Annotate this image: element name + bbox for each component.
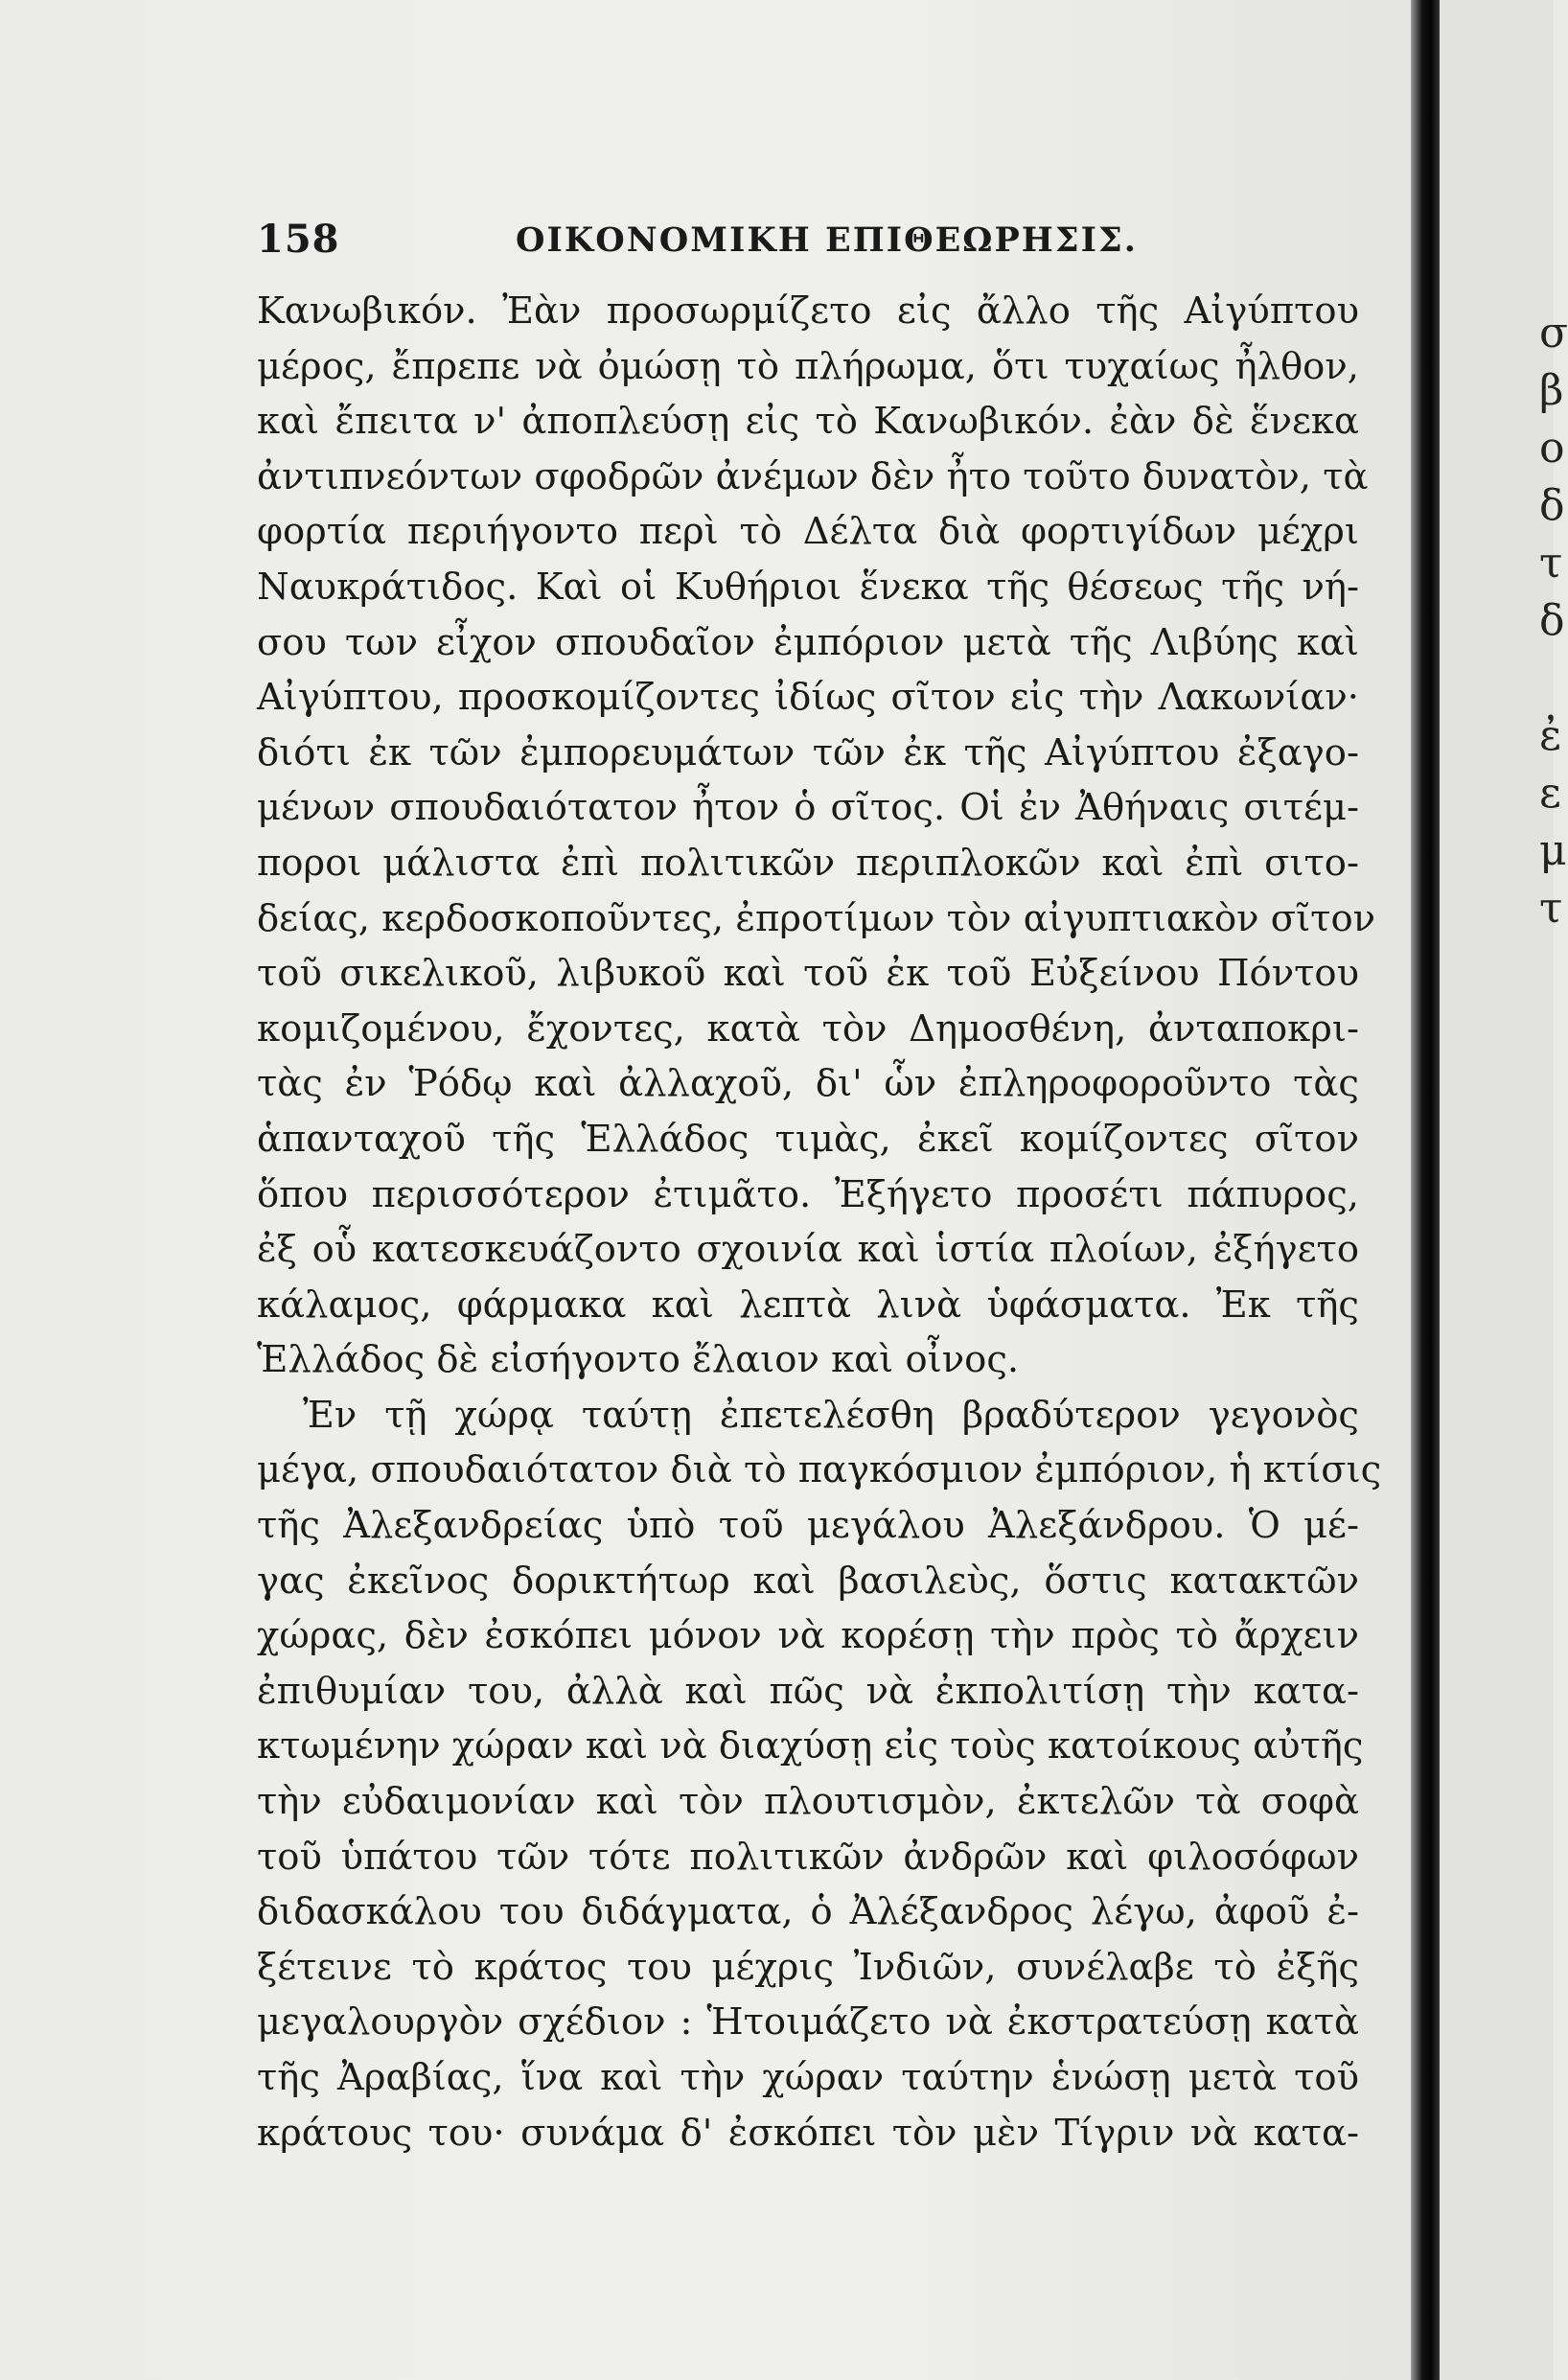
page-number: 158 bbox=[257, 217, 340, 262]
facing-page-fragment: μ bbox=[1539, 826, 1567, 875]
text-line: μέγα, σπουδαιότατον διὰ τὸ παγκόσμιον ἐμπόριον, ἡ κτίσις bbox=[257, 1448, 1382, 1492]
text-line: κτωμένην χώραν καὶ νὰ διαχύσῃ εἰς τοὺς κατοίκους αὐτῆς bbox=[257, 1724, 1364, 1768]
text-line: Κανωβικόν. Ἐὰν προσωρμίζετο εἰς ἄλλο τῆς Αἰγύπτου bbox=[257, 289, 1359, 333]
facing-page-fragment: ο bbox=[1539, 424, 1565, 473]
text-line: διδασκάλου του διδάγματα, ὁ Ἀλέξανδρος λέγω, ἀφοῦ ἐ- bbox=[257, 1890, 1359, 1934]
text-line: ξέτεινε τὸ κράτος του μέχρις Ἰνδιῶν, συνέλαβε τὸ ἐξῆς bbox=[257, 1945, 1359, 1989]
facing-page-fragment: β bbox=[1539, 366, 1564, 415]
text-line: κράτους του· συνάμα δ' ἐσκόπει τὸν μὲν Τίγριν νὰ κατα- bbox=[257, 2111, 1359, 2155]
text-line: Ναυκράτιδος. Καὶ οἱ Κυθήριοι ἕνεκα τῆς θέσεως τῆς νή- bbox=[257, 565, 1359, 609]
text-line: ἀντιπνεόντων σφοδρῶν ἀνέμων δὲν ἦτο τοῦτο δυνατὸν, τὰ bbox=[257, 454, 1369, 498]
text-line: ποροι μάλιστα ἐπὶ πολιτικῶν περιπλοκῶν καὶ ἐπὶ σιτο- bbox=[257, 841, 1359, 885]
text-line: μεγαλουργὸν σχέδιον : Ἡτοιμάζετο νὰ ἐκστρατεύσῃ κατὰ bbox=[257, 2000, 1359, 2045]
text-line: τῆς Ἀλεξανδρείας ὑπὸ τοῦ μεγάλου Ἀλεξάνδρου. Ὁ μέ- bbox=[257, 1504, 1359, 1548]
text-line: φορτία περιήγοντο περὶ τὸ Δέλτα διὰ φορτιγίδων μέχρι bbox=[257, 510, 1359, 554]
text-line: μένων σπουδαιότατον ἦτον ὁ σῖτος. Οἱ ἐν Ἀθήναις σιτέμ- bbox=[257, 786, 1359, 830]
text-line: ἁπανταχοῦ τῆς Ἑλλάδος τιμὰς, ἐκεῖ κομίζοντες σῖτον bbox=[257, 1117, 1359, 1161]
facing-page-fragment: δ bbox=[1539, 481, 1565, 530]
paragraph-start-line: Ἐν τῇ χώρᾳ ταύτῃ ἐπετελέσθη βραδύτερον γεγονὸς bbox=[303, 1393, 1359, 1437]
facing-page-edge bbox=[1440, 0, 1568, 2380]
text-line: ἐπιθυμίαν του, ἀλλὰ καὶ πῶς νὰ ἐκπολιτίσῃ τὴν κατα- bbox=[257, 1669, 1359, 1713]
text-line: δείας, κερδοσκοποῦντες, ἐπροτίμων τὸν αἰγυπτιακὸν σῖτον bbox=[257, 896, 1376, 940]
text-line: ἐξ οὗ κατεσκευάζοντο σχοινία καὶ ἱστία πλοίων, ἐξήγετο bbox=[257, 1228, 1359, 1272]
text-line: χώρας, δὲν ἐσκόπει μόνον νὰ κορέσῃ τὴν πρὸς τὸ ἄρχειν bbox=[257, 1614, 1359, 1658]
facing-page-fragment: τ bbox=[1539, 539, 1563, 588]
facing-page-fragment: ἐ bbox=[1539, 711, 1562, 760]
text-line: τὰς ἐν Ῥόδῳ καὶ ἀλλαχοῦ, δι' ὧν ἐπληροφοροῦντο τὰς bbox=[257, 1062, 1359, 1106]
text-line: Αἰγύπτου, προσκομίζοντες ἰδίως σῖτον εἰς τὴν Λακωνίαν· bbox=[257, 676, 1359, 720]
text-line: Ἑλλάδος δὲ εἰσήγοντο ἔλαιον καὶ οἶνος. bbox=[257, 1338, 1020, 1382]
facing-page-fragment: τ bbox=[1539, 884, 1563, 933]
page-header bbox=[257, 217, 1359, 274]
facing-page-fragment: δ bbox=[1539, 596, 1565, 645]
text-line: γας ἐκεῖνος δορικτήτωρ καὶ βασιλεὺς, ὅστις κατακτῶν bbox=[257, 1559, 1359, 1603]
facing-page-fragment: σ bbox=[1539, 309, 1568, 358]
text-line: κομιζομένου, ἔχοντες, κατὰ τὸν Δημοσθένη, ἀνταποκρι- bbox=[257, 1006, 1359, 1051]
book-gutter bbox=[1411, 0, 1440, 2380]
text-line: τῆς Ἀραβίας, ἵνα καὶ τὴν χώραν ταύτην ἑνώσῃ μετὰ τοῦ bbox=[257, 2056, 1359, 2099]
text-line: καὶ ἔπειτα ν' ἀποπλεύσῃ εἰς τὸ Κανωβικόν. ἐὰν δὲ ἕνεκα bbox=[257, 400, 1359, 444]
text-line: διότι ἐκ τῶν ἐμπορευμάτων τῶν ἐκ τῆς Αἰγύπτου ἐξαγο- bbox=[257, 730, 1359, 774]
text-line: κάλαμος, φάρμακα καὶ λεπτὰ λινὰ ὑφάσματα. Ἐκ τῆς bbox=[257, 1282, 1359, 1327]
text-line: τοῦ ὑπάτου τῶν τότε πολιτικῶν ἀνδρῶν καὶ φιλοσόφων bbox=[257, 1835, 1359, 1879]
text-line: τοῦ σικελικοῦ, λιβυκοῦ καὶ τοῦ ἐκ τοῦ Εὐξείνου Πόντου bbox=[257, 952, 1359, 996]
text-line: ὅπου περισσότερον ἐτιμᾶτο. Ἐξήγετο προσέτι πάπυρος, bbox=[257, 1172, 1359, 1216]
body-text bbox=[257, 284, 1382, 2160]
text-line: μέρος, ἔπρεπε νὰ ὀμώσῃ τὸ πλήρωμα, ὅτι τυχαίως ἦλθον, bbox=[257, 344, 1359, 388]
running-head: ΟΙΚΟΝΟΜΙΚΗ ΕΠΙΘΕΩΡΗΣΙΣ. bbox=[516, 220, 1138, 260]
facing-page-fragment: ε bbox=[1539, 769, 1561, 818]
text-line: σου των εἶχον σπουδαῖον ἐμπόριον μετὰ τῆς Λιβύης καὶ bbox=[257, 620, 1359, 664]
text-line: τὴν εὐδαιμονίαν καὶ τὸν πλουτισμὸν, ἐκτελῶν τὰ σοφὰ bbox=[257, 1780, 1359, 1824]
